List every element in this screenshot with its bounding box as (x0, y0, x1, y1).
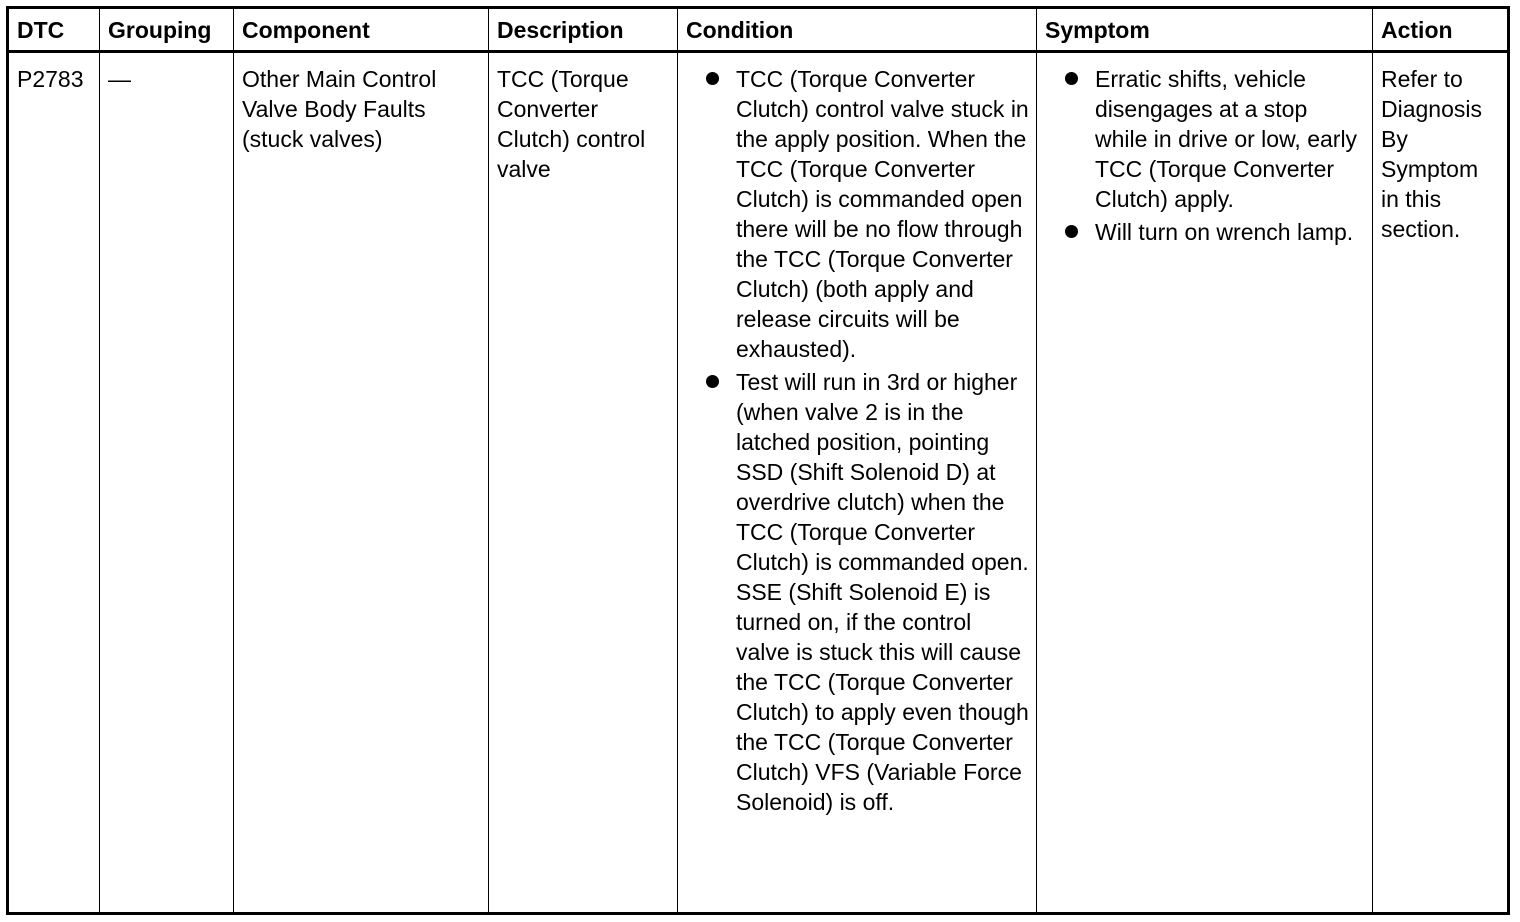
cell-condition (678, 52, 1037, 914)
header-action: Action (1373, 8, 1509, 52)
symptom-text: Erratic shifts, vehicle disengages at a stop while in drive or low, early TCC (Torque Converter Clutch) apply. (1095, 66, 1358, 212)
cell-action: Refer to Diagnosis By Symptom in this section. (1381, 66, 1482, 242)
header-condition: Condition (678, 8, 1037, 52)
bullet-icon (1065, 72, 1078, 85)
cell-component: Other Main Control Valve Body Faults (stuck valves) (234, 52, 489, 914)
condition-item (686, 367, 1030, 817)
symptom-list (1045, 64, 1366, 247)
dtc-table (6, 6, 1510, 915)
symptom-text: Will turn on wrench lamp. (1095, 219, 1354, 245)
bullet-icon (706, 72, 719, 85)
cell-grouping: — (100, 52, 234, 914)
table-row (8, 52, 1509, 914)
cell-symptom (1037, 52, 1373, 914)
condition-item (686, 64, 1030, 364)
header-symptom: Symptom (1037, 8, 1373, 52)
symptom-item (1045, 217, 1366, 247)
header-component: Component (234, 8, 489, 52)
cell-description: TCC (Torque Converter Clutch) control valve (489, 52, 678, 914)
header-grouping: Grouping (100, 8, 234, 52)
header-dtc: DTC (8, 8, 100, 52)
header-description: Description (489, 8, 678, 52)
bullet-icon (706, 375, 719, 388)
header-row (8, 8, 1509, 52)
cell-dtc: P2783 (8, 52, 100, 914)
condition-text: TCC (Torque Converter Clutch) control valve stuck in the apply position. When the TCC (Torque Converter Clutch) is commanded open there will be no flow through the TCC (Torque Converter Clutch) (both apply and release circuits will be exhausted). (736, 66, 1029, 362)
bullet-icon (1065, 225, 1078, 238)
symptom-item (1045, 64, 1366, 214)
condition-list (686, 64, 1030, 817)
condition-text: Test will run in 3rd or higher (when valve 2 is in the latched position, pointing SSD (Shift Solenoid D) at overdrive clutch) when the TCC (Torque Converter Clutch) is commanded open. SSE (Shift Solenoid E) is turned on, if the control valve is stuck this will cause the TCC (Torque Converter Clutch) to apply even though the TCC (Torque Converter Clutch) VFS (Variable Force Solenoid) is off. (736, 369, 1029, 815)
